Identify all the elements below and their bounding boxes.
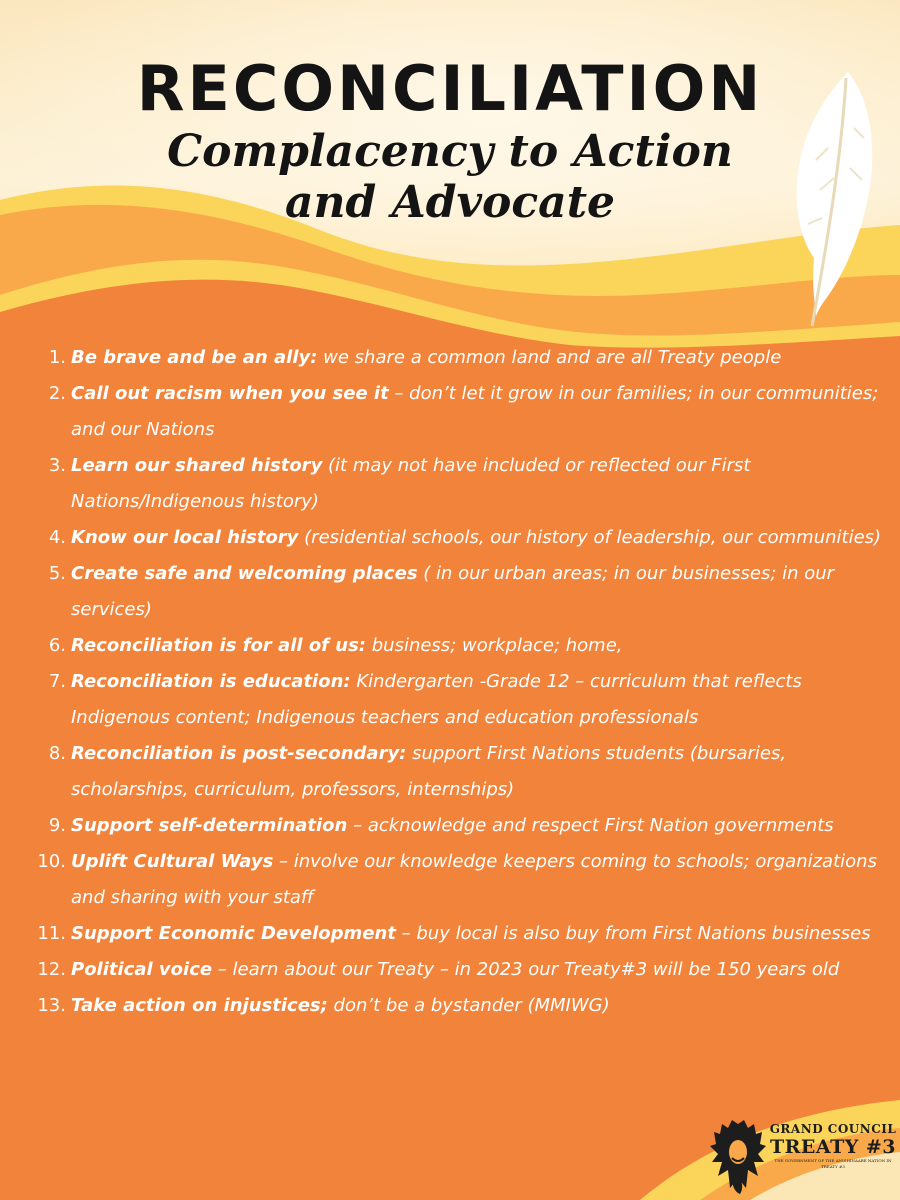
item-text: – don’t let it grow in our families; in our communities; and our Nations [71,383,879,440]
item-lead: Take action on injustices; [71,995,328,1016]
list-item [44,556,884,628]
item-number: 11. [37,923,66,944]
item-text: – learn about our Treaty – in 2023 our Treaty#3 will be 150 years old [212,959,840,980]
grand-council-logo [708,1118,898,1196]
item-number: 12. [37,959,66,980]
item-number: 3. [48,455,66,476]
list-item [44,520,884,556]
item-text: support First Nations students (bursaries, scholarships, curriculum, professors, internships) [71,743,787,800]
item-text: – acknowledge and respect First Nation governments [347,815,834,836]
item-number: 1. [48,347,66,368]
item-lead: Reconciliation is post-secondary: [71,743,407,764]
item-lead: Learn our shared history [71,455,323,476]
logo-line-2: TREATY #3 [769,1136,897,1158]
item-text: ( in our urban areas; in our businesses; in our services) [71,563,835,620]
item-lead: Support Economic Development [71,923,396,944]
item-lead: Reconciliation is for all of us: [71,635,367,656]
list-item [44,376,884,448]
item-number: 8. [48,743,66,764]
chief-headdress-icon [708,1118,768,1196]
reconciliation-list [37,340,884,1024]
item-text: – involve our knowledge keepers coming to schools; organizations and sharing with your staff [71,851,877,908]
item-number: 6. [48,635,66,656]
list-item [44,628,884,664]
item-text: (it may not have included or reflected our First Nations/Indigenous history) [71,455,751,512]
item-number: 5. [48,563,66,584]
item-lead: Political voice [71,959,213,980]
item-lead: Be brave and be an ally: [71,347,318,368]
item-number: 2. [48,383,66,404]
item-number: 7. [48,671,66,692]
list-item [37,952,884,988]
list-item [37,916,884,952]
item-lead: Call out racism when you see it [71,383,389,404]
item-text: business; workplace; home, [366,635,623,656]
item-lead: Uplift Cultural Ways [71,851,274,872]
item-number: 13. [37,995,66,1016]
item-text: don’t be a bystander (MMIWG) [327,995,610,1016]
logo-tagline: THE GOVERNMENT OF THE ANISHINAABE NATION IN TREATY #3 [774,1158,892,1169]
item-lead: Know our local history [71,527,299,548]
item-number: 4. [48,527,66,548]
list-item [44,448,884,520]
item-text: we share a common land and are all Treaty people [317,347,782,368]
item-text: Kindergarten -Grade 12 – curriculum that reflects Indigenous content; Indigenous teachers and education professionals [71,671,802,728]
list-item [37,844,884,916]
list-item [37,988,884,1024]
feather-icon [788,68,880,330]
list-item [44,808,884,844]
logo-line-1: GRAND COUNCIL [769,1122,897,1136]
item-lead: Reconciliation is education: [71,671,351,692]
list-item [44,340,884,376]
item-lead: Support self-determination [71,815,348,836]
page-subtitle: Complacency to Action and Advocate [167,126,733,228]
page-title: RECONCILIATION [136,52,764,125]
list-item [44,736,884,808]
logo-text [768,1122,898,1170]
item-number: 9. [48,815,66,836]
item-text: (residential schools, our history of leadership, our communities) [298,527,882,548]
item-number: 10. [37,851,66,872]
list-item [44,664,884,736]
item-text: – buy local is also buy from First Nations businesses [395,923,871,944]
item-lead: Create safe and welcoming places [71,563,418,584]
